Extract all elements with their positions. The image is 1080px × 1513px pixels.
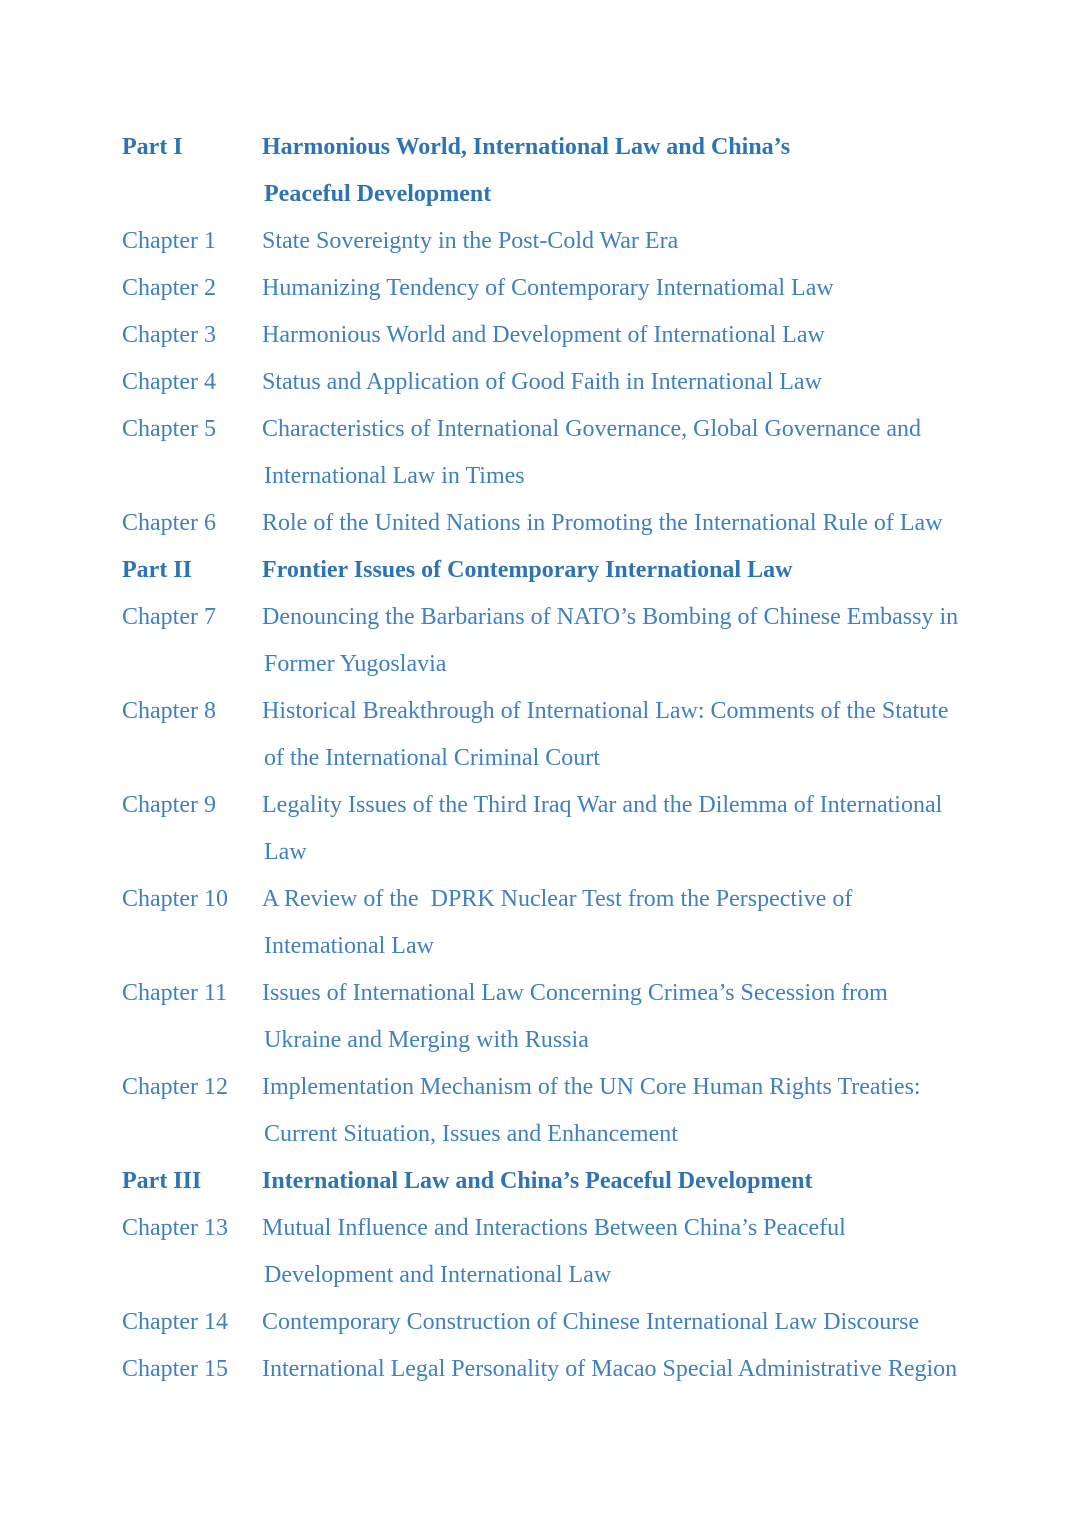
toc-entry-title <box>262 970 1040 1064</box>
toc-list <box>122 124 1040 1393</box>
toc-entry-title <box>262 1205 1040 1299</box>
toc-entry-title <box>262 1158 1040 1205</box>
toc-title-line: International Law in Times <box>264 463 525 489</box>
toc-title-line: Current Situation, Issues and Enhancement <box>264 1121 678 1147</box>
toc-title-line: Law <box>264 839 307 865</box>
toc-title-line: Historical Breakthrough of International Law: Comments of the Statute <box>262 698 949 724</box>
toc-entry <box>122 594 1040 688</box>
toc-title-line: Issues of International Law Concerning Crimea’s Secession from <box>262 980 888 1006</box>
toc-title-line: International Legal Personality of Macao Special Administrative Region <box>262 1356 958 1382</box>
toc-entry <box>122 359 1040 406</box>
toc-entry <box>122 547 1040 594</box>
toc-title-line: Implementation Mechanism of the UN Core Human Rights Treaties: <box>262 1074 921 1100</box>
toc-entry-label: Chapter 4 <box>122 369 216 395</box>
toc-title-line: Frontier Issues of Contemporary International Law <box>262 557 793 583</box>
toc-entry-title <box>262 594 1040 688</box>
toc-entry <box>122 265 1040 312</box>
toc-entry-label: Chapter 8 <box>122 698 216 724</box>
toc-entry <box>122 876 1040 970</box>
toc-entry <box>122 1158 1040 1205</box>
toc-entry <box>122 1064 1040 1158</box>
toc-entry-label: Chapter 13 <box>122 1215 228 1241</box>
toc-entry <box>122 218 1040 265</box>
toc-title-line: Harmonious World and Development of International Law <box>262 322 825 348</box>
toc-title-line: International Law and China’s Peaceful Development <box>262 1168 813 1194</box>
toc-entry-title <box>262 218 1040 265</box>
toc-entry-label: Chapter 2 <box>122 275 216 301</box>
toc-entry-label: Chapter 6 <box>122 510 216 536</box>
toc-entry <box>122 312 1040 359</box>
toc-entry-title <box>262 782 1040 876</box>
toc-title-line: Harmonious World, International Law and China’s <box>262 134 791 160</box>
toc-entry-label: Chapter 15 <box>122 1356 228 1382</box>
toc-entry-title <box>262 500 1040 547</box>
toc-title-line: Legality Issues of the Third Iraq War and the Dilemma of International <box>262 792 943 818</box>
toc-title-line: Development and International Law <box>264 1262 612 1288</box>
toc-title-line: Role of the United Nations in Promoting the International Rule of Law <box>262 510 943 536</box>
toc-title-line: Intemational Law <box>264 933 434 959</box>
toc-entry-title <box>262 876 1040 970</box>
toc-entry-label: Chapter 7 <box>122 604 216 630</box>
toc-title-line: Humanizing Tendency of Contemporary Internatiomal Law <box>262 275 834 301</box>
toc-entry-title <box>262 688 1040 782</box>
toc-entry-title <box>262 359 1040 406</box>
toc-title-line: Status and Application of Good Faith in International Law <box>262 369 822 395</box>
toc-title-line: Former Yugoslavia <box>264 651 447 677</box>
toc-entry-label: Chapter 3 <box>122 322 216 348</box>
toc-entry-title <box>262 547 1040 594</box>
toc-entry-label: Part III <box>122 1168 202 1194</box>
toc-title-line: Mutual Influence and Interactions Between China’s Peaceful <box>262 1215 846 1241</box>
toc-title-line: Peaceful Development <box>264 181 492 207</box>
toc-title-line: State Sovereignty in the Post-Cold War Era <box>262 228 679 254</box>
toc-entry <box>122 782 1040 876</box>
toc-title-line: Denouncing the Barbarians of NATO’s Bombing of Chinese Embassy in <box>262 604 959 630</box>
toc-entry-label: Chapter 11 <box>122 980 228 1006</box>
toc-entry <box>122 124 1040 218</box>
toc-entry-label: Chapter 9 <box>122 792 216 818</box>
toc-entry-label: Chapter 1 <box>122 228 216 254</box>
toc-entry-label: Chapter 10 <box>122 886 228 912</box>
toc-entry <box>122 500 1040 547</box>
toc-title-line: A Review of the DPRK Nuclear Test from the Perspective of <box>262 886 853 912</box>
toc-entry-label: Part II <box>122 557 192 583</box>
toc-entry-title <box>262 1064 1040 1158</box>
toc-entry-label: Chapter 14 <box>122 1309 228 1335</box>
toc-title-line: Contemporary Construction of Chinese International Law Discourse <box>262 1309 920 1335</box>
toc-entry-title <box>262 124 1040 218</box>
toc-entry-title <box>262 265 1040 312</box>
toc-entry <box>122 970 1040 1064</box>
toc-title-line: of the International Criminal Court <box>264 745 600 771</box>
toc-entry <box>122 1205 1040 1299</box>
toc-title-line: Characteristics of International Governance, Global Governance and <box>262 416 922 442</box>
toc-entry <box>122 1299 1040 1346</box>
toc-entry-label: Chapter 5 <box>122 416 216 442</box>
toc-entry <box>122 688 1040 782</box>
toc-entry <box>122 406 1040 500</box>
toc-entry-title <box>262 1346 1040 1393</box>
toc-title-line: Ukraine and Merging with Russia <box>264 1027 589 1053</box>
toc-entry <box>122 1346 1040 1393</box>
toc-entry-title <box>262 406 1040 500</box>
toc-entry-title <box>262 1299 1040 1346</box>
toc-entry-title <box>262 312 1040 359</box>
toc-entry-label: Chapter 12 <box>122 1074 228 1100</box>
toc-entry-label: Part I <box>122 134 183 160</box>
